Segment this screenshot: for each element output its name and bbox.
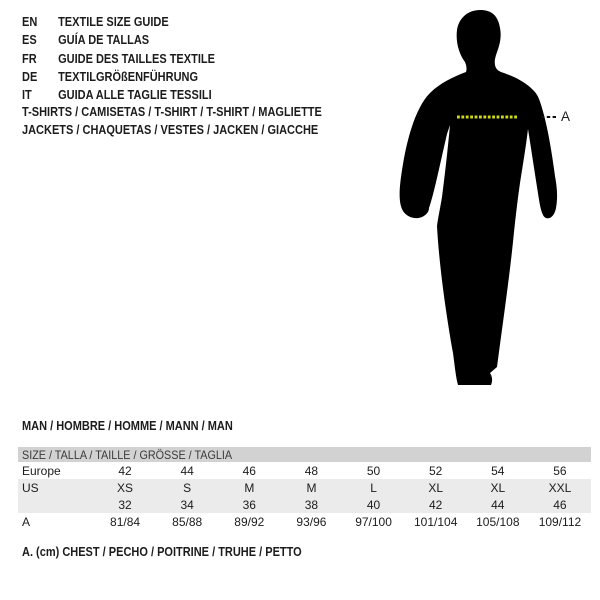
table-cell: 46 (242, 463, 256, 478)
table-cell: 101/104 (413, 514, 458, 529)
language-row (22, 13, 215, 31)
table-row-chest-cm (18, 513, 591, 530)
table-cell: S (183, 480, 192, 495)
measurement-a-label: A (561, 109, 571, 124)
language-label: GUÍA DE TALLAS (58, 33, 150, 48)
table-cell: 44 (491, 497, 505, 512)
table-cell: 50 (366, 463, 381, 478)
table-cell: 32 (118, 497, 132, 512)
language-row (22, 50, 215, 68)
language-label: TEXTILGRÖßENFÜHRUNG (58, 70, 199, 85)
table-row-europe (18, 462, 591, 479)
language-list (22, 13, 215, 104)
table-cell: 56 (553, 463, 567, 478)
row-label: US (22, 480, 39, 495)
size-table-header-text: SIZE / TALLA / TAILLE / GRÖSSE / TAGLIA (22, 447, 233, 462)
language-row (22, 31, 215, 49)
table-cell: L (370, 480, 377, 495)
man-silhouette (400, 10, 557, 385)
measurement-footnote: A. (cm) CHEST / PECHO / POITRINE / TRUHE / PETTO (22, 545, 302, 559)
table-cell: 42 (118, 463, 132, 478)
table-cell: 44 (180, 463, 194, 478)
language-label: TEXTILE SIZE GUIDE (58, 15, 169, 30)
language-code: DE (22, 70, 38, 85)
language-label: GUIDA ALLE TAGLIE TESSILI (58, 88, 212, 103)
man-silhouette-svg (395, 6, 565, 390)
row-label: Europe (22, 463, 61, 478)
table-cell: 42 (429, 497, 443, 512)
garment-line-tshirts: T-SHIRTS / CAMISETAS / T-SHIRT / T-SHIRT / MAGLIETTE (22, 105, 322, 119)
table-row-us-numeric (18, 496, 591, 513)
language-code: ES (22, 33, 37, 48)
section-title: MAN / HOMBRE / HOMME / MANN / MAN (22, 419, 233, 433)
language-label: GUIDE DES TAILLES TEXTILE (58, 51, 215, 66)
table-cell: 38 (304, 497, 319, 512)
language-code: FR (22, 51, 37, 66)
table-cell: XL (490, 480, 506, 495)
language-row (22, 68, 215, 86)
table-cell: XXL (548, 480, 572, 495)
table-cell: M (306, 480, 317, 495)
table-cell: 105/108 (476, 514, 520, 529)
table-cell: 109/112 (538, 514, 582, 529)
table-cell: 93/96 (296, 514, 327, 529)
row-label: A (22, 514, 31, 529)
table-cell: 81/84 (110, 514, 141, 529)
table-cell: XL (428, 480, 444, 495)
table-cell: 54 (491, 463, 505, 478)
table-cell: 40 (366, 497, 381, 512)
garment-categories (22, 103, 322, 139)
table-cell: 46 (553, 497, 567, 512)
garment-line-jackets: JACKETS / CHAQUETAS / VESTES / JACKEN / GIACCHE (22, 123, 319, 137)
table-row-us (18, 479, 591, 496)
size-table-header (18, 447, 591, 462)
table-cell: 89/92 (234, 514, 265, 529)
table-cell: 85/88 (172, 514, 203, 529)
table-cell: M (244, 480, 255, 495)
table-cell: 52 (429, 463, 443, 478)
language-code: IT (22, 88, 32, 103)
size-table (18, 447, 591, 530)
man-silhouette-figure (395, 6, 580, 390)
table-cell: 48 (304, 463, 319, 478)
language-row (22, 86, 215, 104)
table-cell: 34 (180, 497, 194, 512)
table-cell: 97/100 (355, 514, 392, 529)
table-cell: 36 (242, 497, 256, 512)
table-cell: XS (117, 480, 134, 495)
language-code: EN (22, 15, 38, 30)
